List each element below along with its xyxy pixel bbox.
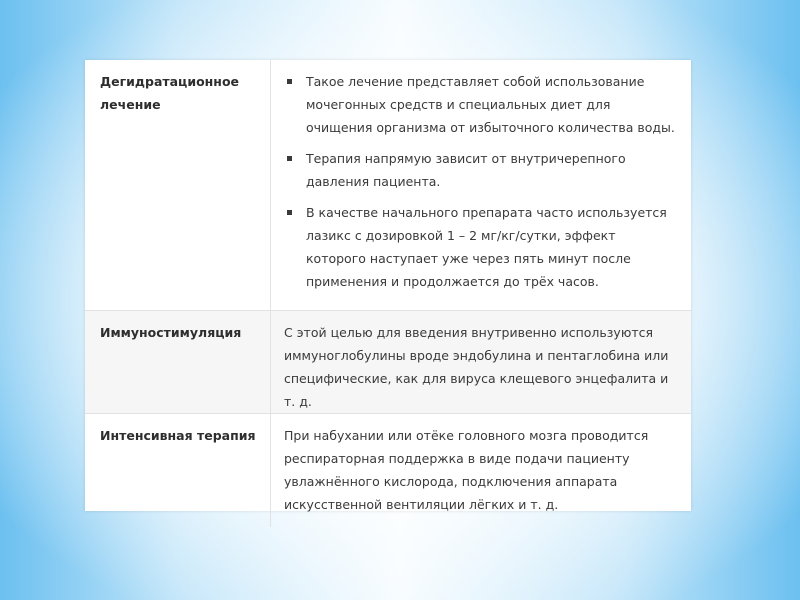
- list-item-text: Терапия напрямую зависит от внутричерепного давления пациента.: [306, 151, 626, 189]
- list-item: [284, 147, 677, 193]
- list-item: [284, 70, 677, 139]
- square-bullet-icon: [287, 156, 292, 161]
- treatment-table: [85, 60, 691, 527]
- list-item-text: В качестве начального препарата часто используется лазикс с дозировкой 1 – 2 мг/кг/сутки, эффект которого наступает уже через пять минут после применения и продолжается до трёх часов.: [306, 205, 667, 289]
- table-row-dehydration: [85, 60, 691, 310]
- row-content: При набухании или отёке головного мозга проводится респираторная поддержка в виде подачи пациенту увлажнённого кислорода, подключения аппарата искусственной вентиляции лёгких и т. д.: [284, 427, 649, 512]
- slide-frame: [85, 60, 691, 511]
- bullet-list: [284, 70, 677, 293]
- table-row-immunostimulation: [85, 310, 691, 413]
- table-row-intensive-therapy: [85, 413, 691, 527]
- row-content: [271, 60, 692, 310]
- row-label: Дегидратационное лечение: [85, 60, 271, 310]
- row-label: Иммуностимуляция: [85, 310, 271, 413]
- list-item-text: Такое лечение представляет собой использование мочегонных средств и специальных диет для очищения организма от избыточного количества воды.: [306, 74, 675, 135]
- square-bullet-icon: [287, 79, 292, 84]
- list-item: [284, 201, 677, 293]
- row-content: С этой целью для введения внутривенно используются иммуноглобулины вроде эндобулина и пентаглобина или специфические, как для вируса клещевого энцефалита и т. д.: [271, 310, 692, 413]
- square-bullet-icon: [287, 210, 292, 215]
- row-label: Интенсивная терапия: [85, 413, 271, 527]
